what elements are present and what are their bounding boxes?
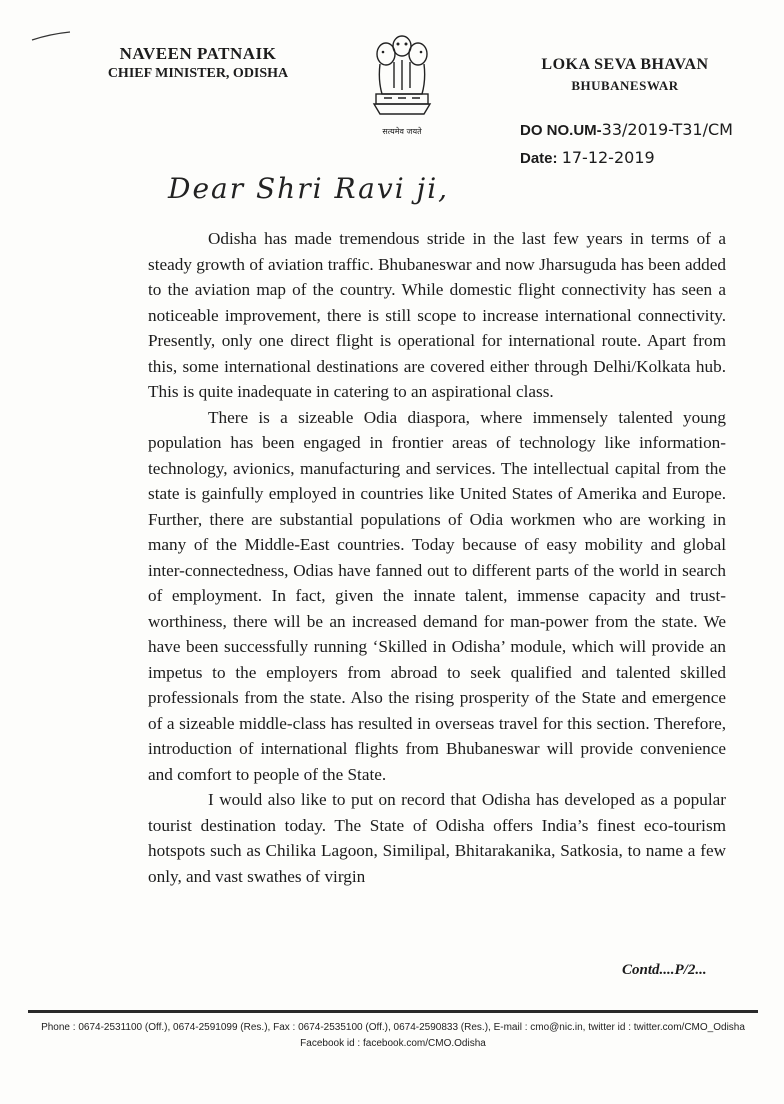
body-paragraph: Odisha has made tremendous stride in the last few years in terms of a steady growth of aviation traffic. Bhubaneswar and now Jharsuguda has been added to the aviation map of the country. While domestic flight connectivity has seen a noticeable improvement, there is still scope to increase international connectivity. Presently, only one direct flight is operational for international route. Apart from this, some international destinations are covered either through Delhi/Kolkata hub. This is quite inadequate in catering to an aspirational class. xyxy=(148,229,726,401)
pen-stroke-mark xyxy=(30,28,74,44)
footer-contact xyxy=(28,1020,758,1052)
reference-value: 33/2019-T31/CM xyxy=(601,120,733,139)
continuation-note: Contd....P/2... xyxy=(622,962,707,978)
office-city: BHUBANESWAR xyxy=(571,78,679,93)
letter-body xyxy=(148,226,726,889)
state-emblem-icon xyxy=(364,28,440,140)
emblem-motto: सत्यमेव जयते xyxy=(382,127,422,136)
date-label: Date: xyxy=(520,150,558,167)
letterhead-left xyxy=(88,44,308,82)
date-value: 17-12-2019 xyxy=(561,148,655,167)
sender-designation: CHIEF MINISTER, ODISHA xyxy=(107,66,289,81)
reference-number xyxy=(520,120,733,139)
footer-divider xyxy=(28,1010,758,1013)
reference-label: DO NO.UM- xyxy=(520,122,602,139)
office-name: LOKA SEVA BHAVAN xyxy=(541,56,709,73)
sender-name: NAVEEN PATNAIK xyxy=(119,44,277,63)
footer-contact-line: Phone : 0674-2531100 (Off.), 0674-2591099 (Res.), Fax : 0674-2535100 (Off.), 0674-2590833 (Res.), E-mail : cmo@nic.in, twitter id : twitter.com/CMO_Odisha xyxy=(41,1022,745,1033)
letterhead-right xyxy=(520,56,730,94)
body-paragraph: There is a sizeable Odia diaspora, where immensely talented young population has been engaged in frontier areas of technology like information-technology, avionics, manufacturing and services. The intellectual capital from the state is gainfully employed in countries like United States of Amerika and Europe. Further, there are substantial populations of Odia workmen who are working in many of the Middle-East countries. Today because of easy mobility and global inter-connectedness, Odias have fanned out to different parts of the world in search of employment. In fact, given the innate talent, immense capacity and trust-worthiness, there will be an increased demand for man-power from the state. We have been successfully running ‘Skilled in Odisha’ module, which will provide an impetus to the employers from abroad to seek qualified and talented skilled professionals from the state. Also the rising prosperity of the State and emergence of a sizeable middle-class has resulted in overseas travel for this section. Therefore, introduction of international flights from Bhubaneswar will provide convenience and comfort to people of the State. xyxy=(148,407,726,784)
footer-facebook-line: Facebook id : facebook.com/CMO.Odisha xyxy=(300,1038,486,1049)
letter-date xyxy=(520,148,655,167)
handwritten-salutation: Dear Shri Ravi ji, xyxy=(168,172,450,205)
body-paragraph: I would also like to put on record that Odisha has developed as a popular tourist destination today. The State of Odisha offers India’s finest eco-tourism hotspots such as Chilika Lagoon, Similipal, Bhitarakanika, Satkosia, to name a few only, and vast swathes of virgin xyxy=(148,790,726,886)
